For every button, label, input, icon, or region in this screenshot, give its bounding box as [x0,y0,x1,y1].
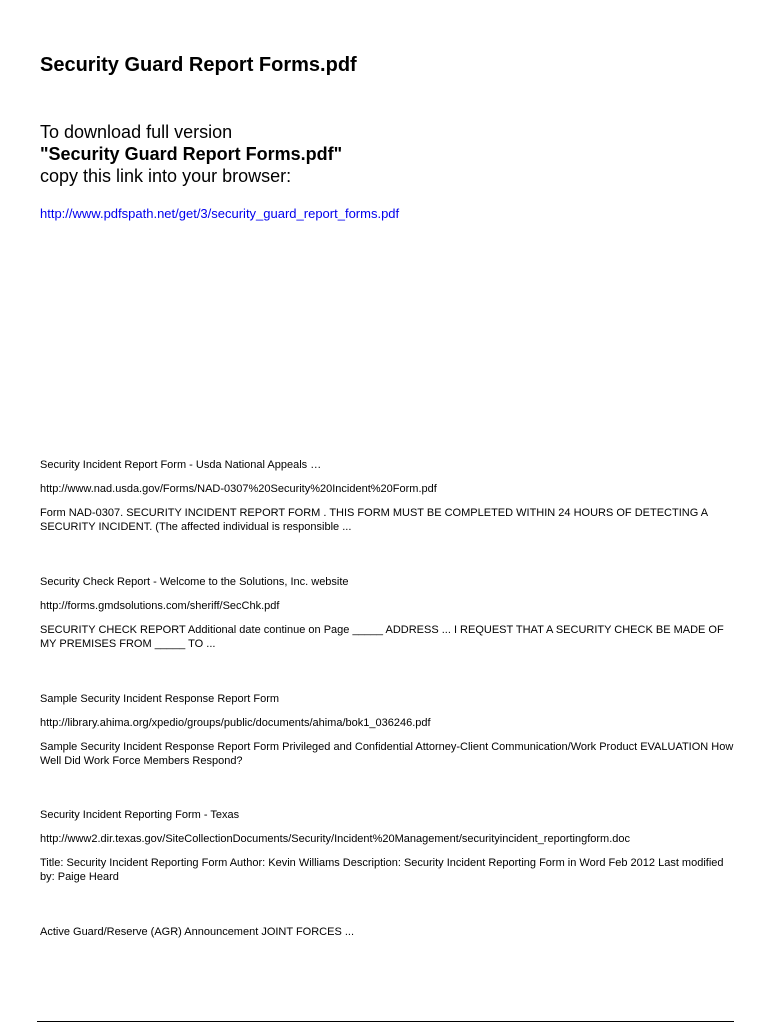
result-title: Security Check Report - Welcome to the Solutions, Inc. website [40,576,349,588]
intro-filename: "Security Guard Report Forms.pdf" [40,144,343,164]
result-url: http://www.nad.usda.gov/Forms/NAD-0307%20Security%20Incident%20Form.pdf [40,483,437,495]
result-url: http://www2.dir.texas.gov/SiteCollectionDocuments/Security/Incident%20Management/securityincident_reportingform.doc [40,833,631,845]
result-description: Sample Security Incident Response Report Form Privileged and Confidential Attorney-Client Communication/Work Product EVALUATION How Well Did Work Force Members Respond? [40,741,734,767]
result-item-3 [40,692,740,768]
result-url: http://library.ahima.org/xpedio/groups/public/documents/ahima/bok1_036246.pdf [40,717,431,729]
download-instructions [40,121,342,187]
result-title: Security Incident Reporting Form - Texas [40,809,240,821]
document-title: Security Guard Report Forms.pdf [40,54,357,76]
result-title: Active Guard/Reserve (AGR) Announcement JOINT FORCES ... [40,926,355,938]
result-item-4 [40,808,740,884]
result-title: Sample Security Incident Response Report Form [40,693,280,705]
intro-line-3: copy this link into your browser: [40,166,292,186]
result-item-2 [40,575,740,651]
result-description: SECURITY CHECK REPORT Additional date continue on Page _____ ADDRESS ... I REQUEST THAT A SECURITY CHECK BE MADE OF MY PREMISES FROM _____ TO ... [40,624,724,650]
footer-divider [37,1021,734,1022]
download-link[interactable]: http://www.pdfspath.net/get/3/security_guard_report_forms.pdf [40,206,400,221]
intro-line-1: To download full version [40,122,233,142]
result-item-5 [40,925,740,939]
result-url: http://forms.gmdsolutions.com/sheriff/SecChk.pdf [40,600,280,612]
result-title: Security Incident Report Form - Usda National Appeals … [40,459,322,471]
result-description: Title: Security Incident Reporting Form Author: Kevin Williams Description: Security Incident Reporting Form in Word Feb 2012 Last modified by: Paige Heard [40,857,724,883]
result-description: Form NAD-0307. SECURITY INCIDENT REPORT FORM . THIS FORM MUST BE COMPLETED WITHIN 24 HOURS OF DETECTING A SECURITY INCIDENT. (The affected individual is responsible ... [40,507,708,533]
result-item-1 [40,458,740,534]
